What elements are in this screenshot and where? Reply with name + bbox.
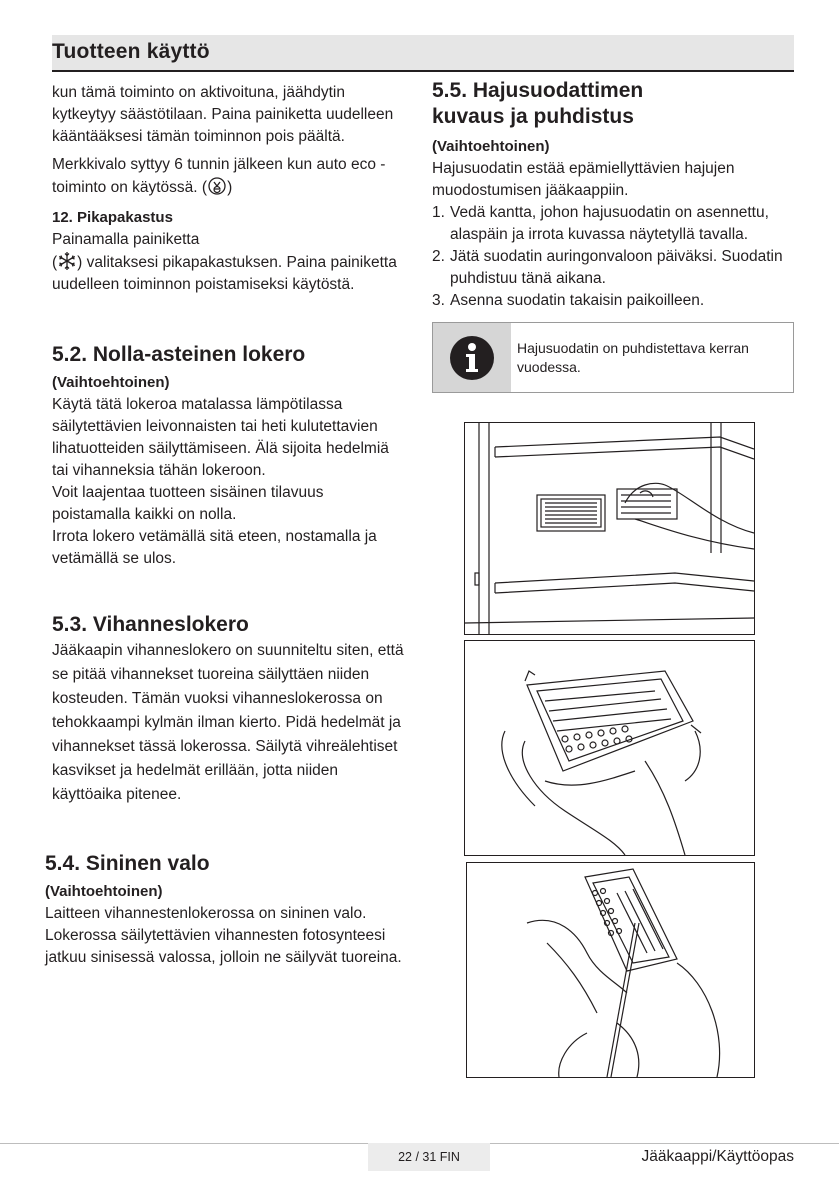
s52-line: tai vihanneksia tähän lokeroon. bbox=[52, 462, 266, 479]
section-5-5-title-line2: kuvaus ja puhdistus bbox=[432, 105, 634, 128]
item12-text-start: ( bbox=[52, 254, 58, 271]
snowflake-icon bbox=[57, 251, 77, 271]
section-5-3-title: 5.3. Vihanneslokero bbox=[52, 613, 249, 636]
figure-filter-cleaning bbox=[466, 862, 755, 1078]
info-icon bbox=[449, 335, 495, 381]
step-number: 2. bbox=[432, 248, 445, 265]
step-text: Vedä kantta, johon hajusuodatin on asennettu, alaspäin ja irrota kuvassa näytetyllä tavalla. bbox=[450, 204, 769, 243]
step-item bbox=[432, 290, 794, 312]
section-5-4 bbox=[45, 851, 410, 969]
section-5-3-text: Jääkaapin vihanneslokero on suunniteltu siten, että se pitää vihannekset tuoreina säilyttäen niiden kosteuden. Tämän vuoksi vihanneslokerossa on tehokkaampi kylmän ilman kierto. Pidä hedelmät ja vihannekset tässä lokerossa. Säilytä vihreälehtiset kasvikset ja hedelmät erillään, jotta niiden käyttöaika pitenee. bbox=[52, 642, 404, 803]
info-icon-panel bbox=[433, 323, 511, 392]
figure-filter-held bbox=[464, 640, 755, 856]
step-item bbox=[432, 202, 794, 246]
step-number: 1. bbox=[432, 204, 445, 221]
section-5-2 bbox=[52, 342, 412, 570]
fridge-illustration bbox=[465, 423, 754, 634]
info-text: Hajusuodatin on puhdistettava kerran vuodessa. bbox=[517, 340, 749, 375]
intro-paragraph: kun tämä toiminto on aktivoituna, jäähdytin kytkeytyy säästötilaan. Paina painiketta uudelleen kääntääksesi tämän toiminnon pois päältä. bbox=[52, 84, 394, 145]
auto-eco-text-end: ) bbox=[227, 179, 233, 196]
section-5-4-title: 5.4. Sininen valo bbox=[45, 852, 210, 875]
item12-paragraph bbox=[52, 251, 412, 296]
section-title: Tuotteen käyttö bbox=[52, 40, 210, 63]
info-box bbox=[432, 322, 794, 393]
s52-line: lihatuotteiden säilyttämiseen. Älä sijoita hedelmiä bbox=[52, 440, 389, 457]
step-item bbox=[432, 246, 794, 290]
steps-list bbox=[432, 202, 794, 312]
eco-mode-icon bbox=[207, 176, 227, 196]
section-5-4-text: Laitteen vihannestenlokerossa on sininen valo. Lokerossa säilytettävien vihannesten fotosynteesi jatkuu sinisessä valossa, jolloin ne säilyvät tuoreina. bbox=[45, 905, 402, 966]
s52-line: poistamalla kaikki on nolla. bbox=[52, 506, 237, 523]
s52-line: säilytettävien leivonnaisten tai heti kulutettavien bbox=[52, 418, 378, 435]
section-5-2-title: 5.2. Nolla-asteinen lokero bbox=[52, 343, 306, 366]
item12-line1: Painamalla painiketta bbox=[52, 231, 200, 248]
step-text: Jätä suodatin auringonvaloon päiväksi. Suodatin puhdistuu tänä aikana. bbox=[450, 248, 783, 287]
section-5-3 bbox=[52, 612, 412, 807]
auto-eco-paragraph bbox=[52, 154, 412, 199]
left-column bbox=[52, 82, 412, 296]
section-5-5-intro: Hajusuodatin estää epämiellyttävien hajujen muodostumisen jääkaappiin. bbox=[432, 160, 735, 199]
s52-line: Voit laajentaa tuotteen sisäinen tilavuus bbox=[52, 484, 324, 501]
s52-line: Irrota lokero vetämällä sitä eteen, nostamalla ja bbox=[52, 528, 377, 545]
filter-held-illustration bbox=[465, 641, 754, 855]
section-header bbox=[52, 35, 794, 72]
section-5-5-title-line1: 5.5. Hajusuodattimen bbox=[432, 79, 644, 102]
s52-line: vetämällä se ulos. bbox=[52, 550, 177, 567]
item12-text-end: ) valitaksesi pikapakastuksen. Paina painiketta uudelleen toiminnon poistamiseksi käytöstä. bbox=[52, 254, 397, 293]
figure-filter-in-fridge bbox=[464, 422, 755, 635]
page-number: 22 / 31 FIN bbox=[368, 1143, 490, 1171]
step-text: Asenna suodatin takaisin paikoilleen. bbox=[450, 292, 705, 309]
section-5-5 bbox=[432, 78, 794, 312]
section-5-5-optional: (Vaihtoehtoinen) bbox=[432, 138, 550, 155]
s52-line: Käytä tätä lokeroa matalassa lämpötilassa bbox=[52, 396, 343, 413]
section-5-2-optional: (Vaihtoehtoinen) bbox=[52, 374, 170, 391]
section-5-4-optional: (Vaihtoehtoinen) bbox=[45, 883, 163, 900]
filter-cleaning-illustration bbox=[467, 863, 754, 1077]
auto-eco-text: Merkkivalo syttyy 6 tunnin jälkeen kun auto eco -toiminto on käytössä. ( bbox=[52, 156, 386, 196]
footer-guide-title: Jääkaappi/Käyttöopas bbox=[641, 1148, 794, 1165]
step-number: 3. bbox=[432, 292, 445, 309]
item12-heading: 12. Pikapakastus bbox=[52, 209, 173, 226]
